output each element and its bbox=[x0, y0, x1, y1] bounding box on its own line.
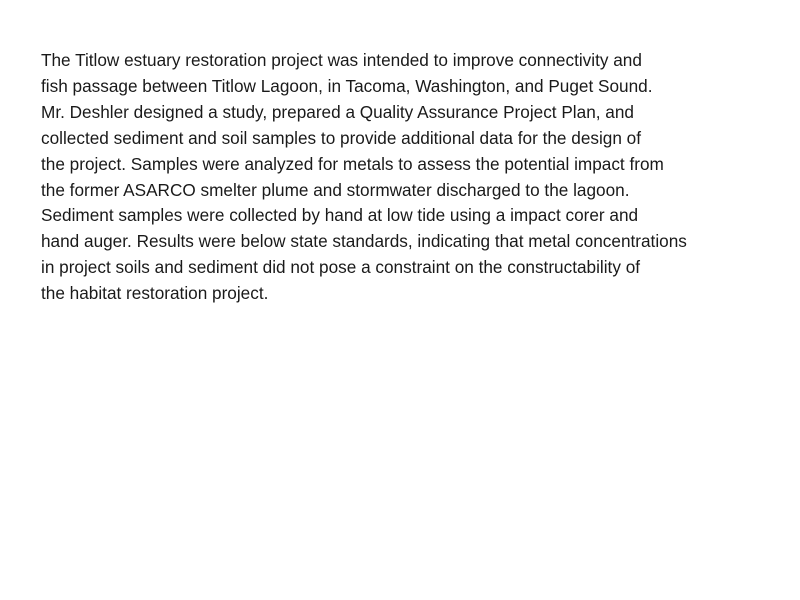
paragraph-line-10: the habitat restoration project. bbox=[41, 283, 269, 304]
paragraph-line-9: in project soils and sediment did not pose a constraint on the constructability of bbox=[41, 257, 641, 278]
project-description-paragraph bbox=[41, 48, 791, 307]
paragraph-line-4: collected sediment and soil samples to provide additional data for the design of bbox=[41, 127, 642, 148]
paragraph-line-3: Mr. Deshler designed a study, prepared a Quality Assurance Project Plan, and bbox=[41, 101, 634, 122]
paragraph-line-2: fish passage between Titlow Lagoon, in Tacoma, Washington, and Puget Sound. bbox=[41, 75, 653, 96]
paragraph-line-7: Sediment samples were collected by hand at low tide using a impact corer and bbox=[41, 205, 639, 226]
paragraph-line-5: the project. Samples were analyzed for metals to assess the potential impact from bbox=[41, 153, 664, 174]
paragraph-line-1: The Titlow estuary restoration project was intended to improve connectivity and bbox=[41, 50, 642, 70]
paragraph-line-8: hand auger. Results were below state standards, indicating that metal concentrations bbox=[41, 231, 687, 252]
paragraph-line-6: the former ASARCO smelter plume and stormwater discharged to the lagoon. bbox=[41, 179, 630, 200]
